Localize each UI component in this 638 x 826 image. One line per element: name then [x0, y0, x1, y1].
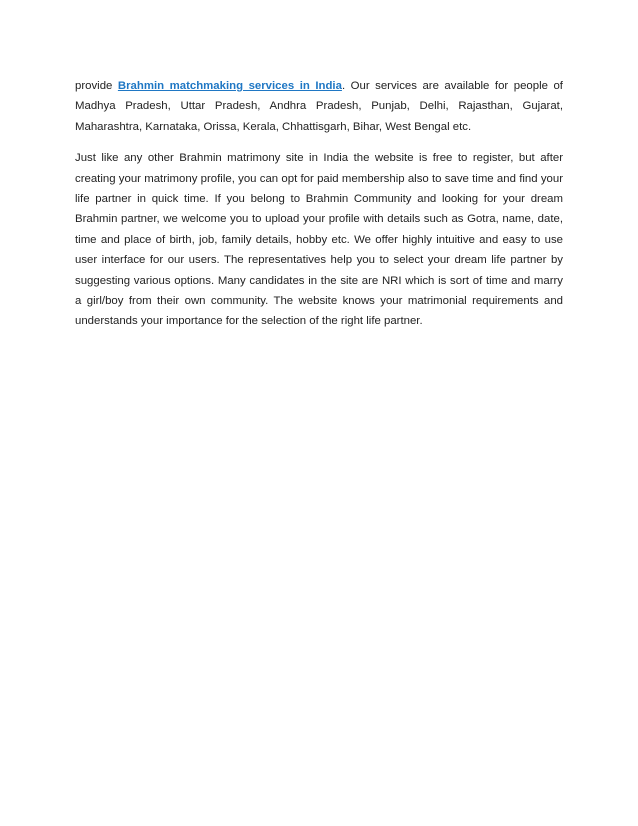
- paragraph-registration: Just like any other Brahmin matrimony site in India the website is free to register, but after creating your matrimony profile, you can opt for paid membership also to save time and find your life partner in quick time. If you belong to Brahmin Community and looking for your dream Brahmin partner, we welcome you to upload your profile with details such as Gotra, name, date, time and place of birth, job, family details, hobby etc. We offer highly intuitive and easy to use user interface for our users. The representatives help you to select your dream life partner by suggesting various options. Many candidates in the site are NRI which is sort of time and marry a girl/boy from their own community. The website knows your matrimonial requirements and understands your importance for the selection of the right life partner.: [75, 152, 563, 328]
- document-body: [75, 76, 563, 332]
- paragraph-services-rest: . Our services are available for people of Madhya Pradesh, Uttar Pradesh, Andhra Pradesh, Punjab, Delhi, Rajasthan, Gujarat, Maharashtra, Karnataka, Orissa, Kerala, Chhattisgarh, Bihar, West Bengal etc.: [75, 80, 563, 133]
- brahmin-matchmaking-link[interactable]: Brahmin matchmaking services in India: [117, 80, 342, 92]
- paragraph-services-intro: provide: [75, 80, 118, 92]
- paragraph-services: [75, 76, 563, 137]
